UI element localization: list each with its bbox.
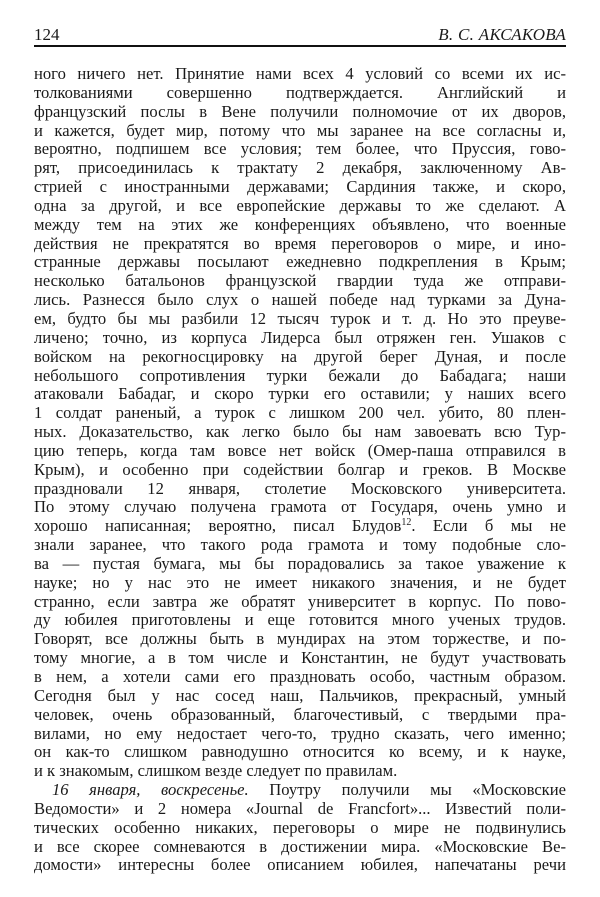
text-line: тому многие, а в том числе и Константин, не будут участвовать: [34, 648, 566, 668]
header-rule: [34, 45, 566, 47]
text-line: атаковали Бабадаг, и скоро турки его оставили; у наших всего: [34, 384, 566, 404]
text-line: толкованиями совершенно подтверждается. Английский и: [34, 82, 566, 102]
page-body: [34, 65, 566, 875]
text-line: ду юбилея приготовлены и еще готовится много ученых трудов.: [34, 610, 566, 630]
text-line: цию теперь, когда там вовсе нет войск (Омер-паша отправился в: [34, 440, 566, 460]
text-line: домости» интересны более описанием юбилея, напечатаны речи: [34, 855, 566, 875]
text-line: между тем на этих же конференциях объявлено, что военные: [34, 214, 566, 234]
running-author: В. С. АКСАКОВА: [438, 25, 566, 44]
text-line: Ведомости» и 2 номера «Journal de Francfort»... Известий поли-: [34, 798, 566, 818]
text-line: в нем, а хотели сами его праздновать особо, частным образом.: [34, 667, 566, 686]
text-line: лись. Разнесся было слух о нашей победе над турками за Дуна-: [34, 290, 566, 310]
page-number: 124: [34, 25, 60, 44]
text-fragment: . Если б мы не: [411, 516, 566, 536]
text-line: ных. Доказательство, как легко было бы нам завоевать всю Тур-: [34, 422, 566, 442]
text-line: вероятно, подпишем все условия; тем более, что Пруссия, гово-: [34, 139, 566, 159]
text-line: знали заранее, что такого рода грамота и тому подобные сло-: [34, 535, 566, 555]
text-line: французский послы в Вене получили полномочие от их дворов,: [34, 101, 566, 121]
text-line: и к знакомым, слишком везде следует по правилам.: [34, 761, 398, 781]
footnote-ref[interactable]: 12: [401, 517, 412, 529]
text-line: действия не прекратятся во время переговоров о мире, и ино-: [34, 233, 566, 253]
text-line: он как-то слишком равнодушно относится ко всему, и к науке,: [34, 742, 566, 762]
text-line: стрией с иностранными державами; Сардиния также, и скоро,: [34, 177, 566, 197]
text-line: странные державы посылают ежедневно подкрепления в Крым;: [34, 252, 566, 272]
text-line: и кажется, будет мир, потому что мы заранее на все согласны и,: [34, 120, 566, 140]
text-line: Сегодня был у нас сосед наш, Пальчиков, прекрасный, умный: [34, 685, 566, 705]
text-line: ем, будто бы мы разбили 12 тысяч турок и т. д. Но это преуве-: [34, 308, 566, 328]
text-line: праздновали 12 января, столетие Московского университета.: [34, 478, 566, 498]
text-line: ва — пустая бумага, мы бы порадовались за такое уважение к: [34, 553, 566, 573]
text-line: небольшого сопротивления турки бежали до Бабадага; наши: [34, 365, 566, 385]
text-line: войском на рекогносцировку на другой берег Дуная, и после: [34, 346, 566, 366]
text-line: вилами, но ему недостает чего-то, трудно сказать, чего именно;: [34, 723, 566, 743]
text-line: [34, 517, 566, 536]
text-fragment: хорошо написанная; вероятно, писал Блудов: [34, 516, 402, 536]
text-line: странно, если завтра же обратят университет в корпус. По пово-: [34, 591, 566, 611]
text-line: и все скорее сомневаются в достижении мира. «Московские Ве-: [34, 836, 566, 856]
text-line: ного ничего нет. Принятие нами всех 4 условий со всеми их ис-: [34, 64, 566, 83]
text-line: науке; но у нас это не имеет никакого значения, и не будет: [34, 572, 566, 592]
diary-entry-start: [34, 781, 566, 800]
text-fragment: Поутру получили мы «Московские: [248, 780, 566, 800]
text-line: одна за другой, и все европейские державы то же сделают. А: [34, 195, 566, 215]
text-line: Крым), и особенно при содействии болгар и греков. В Москве: [34, 459, 566, 479]
running-header: [34, 26, 566, 44]
text-line: личено; точно, из корпуса Лидерса был отряжен ген. Ушаков с: [34, 327, 566, 347]
text-line: 1 солдат раненый, а турок с лишком 200 чел. убито, 80 плен-: [34, 403, 566, 423]
text-line: Говорят, все должны быть в мундирах на этом торжестве, и по-: [34, 629, 566, 649]
text-line: человек, очень образованный, благочестивый, с твердыми пра-: [34, 704, 566, 724]
text-line: рят, присоединилась к трактату 2 декабря, заключенному Ав-: [34, 158, 566, 178]
text-line: По этому случаю получена грамота от Государя, очень умно и: [34, 497, 566, 517]
text-line: несколько батальонов французской гвардии туда же отправи-: [34, 271, 566, 291]
entry-date: 16 января, воскресенье.: [52, 780, 249, 800]
text-line: тических особенно никаких, переговоры о мире не подвинулись: [34, 817, 566, 837]
